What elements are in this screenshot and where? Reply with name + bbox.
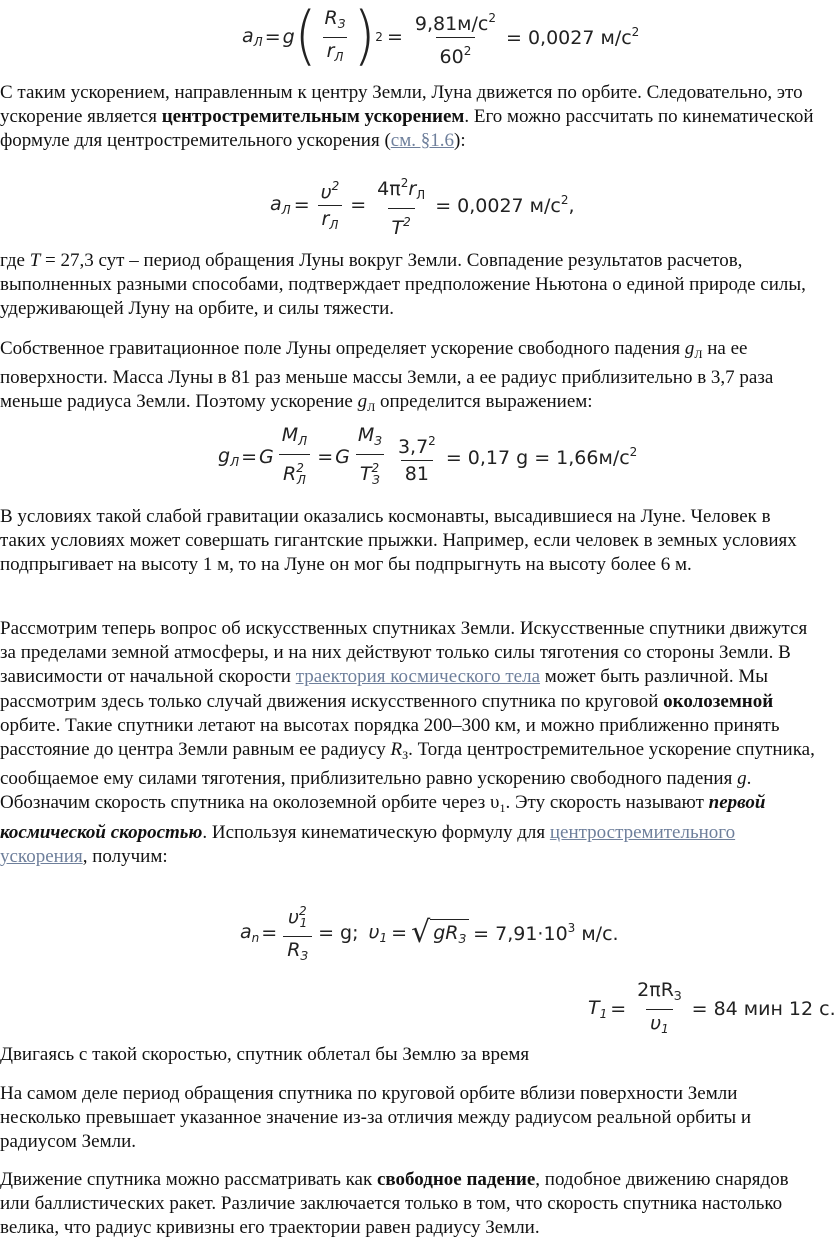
formula-fraction: $\frac{4\pi^2r_Л}{T^2}$	[377, 175, 426, 239]
paragraph: На самом деле период обращения спутника по круговой орбите вблизи поверхности Земли несколько превышает указанное значение из-за отличия между радиусом реальной орбиты и радиусом Земли.	[0, 1083, 752, 1153]
formula-first-cosmic-velocity	[240, 893, 619, 973]
formula-symbol: =	[317, 446, 334, 468]
formula-moon-acceleration-gravity	[242, 2, 639, 72]
formula-term: $\upsilon_1$	[368, 921, 388, 945]
paragraph: В условиях такой слабой гравитации оказались космонавты, высадившиеся на Луне. Человек в таких условиях может совершать гигантские прыжки. Например, если человек в земных условиях подпрыгивает на высоту 1 м, то на Луне он мог бы подпрыгнуть на высоту более 6 м.	[0, 506, 797, 576]
paragraph: Движение спутника можно рассматривать как свободное падение, подобное движению снарядов или баллистических ракет. Различие заключается только в том, что скорость спутника настолько велика, что радиус кривизны его траектории равен радиусу Земли.	[0, 1169, 789, 1239]
formula-fraction: $\frac{M_З}{T^2_З}$	[354, 424, 386, 491]
formula-orbital-period	[588, 976, 836, 1042]
formula-centripetal-acceleration	[270, 172, 575, 238]
formula-result: = $7,91\cdot 10^3$ м/с.	[473, 921, 619, 945]
formula-symbol: =	[241, 446, 258, 468]
left-paren: (	[294, 0, 317, 74]
formula-symbol: =	[610, 998, 627, 1020]
centripetal-acceleration-link[interactable]: центростремительного ускорения	[0, 821, 736, 867]
right-paren: )	[353, 0, 376, 74]
formula-exponent: 2	[375, 30, 383, 44]
formula-term: G	[335, 446, 350, 468]
formula-result: = 84 мин 12 с.	[691, 998, 836, 1020]
formula-fraction: $\frac{9,81м/с^2}{60^2}$	[414, 10, 496, 68]
formula-result: = 0,0027 $м/с^2$	[506, 25, 640, 49]
formula-result: = 0,17 $g = 1,66м/с^2$	[445, 445, 638, 469]
formula-fraction: $\frac{M_Л}{R^2_Л}$	[278, 424, 311, 491]
paragraph: Рассмотрим теперь вопрос об искусственных спутниках Земли. Искусственные спутники движутся за пределами земной атмосферы, и на них действуют только силы тяготения со стороны Земли. В зависимости от начальной скорости траектория космического тела может быть различной. Мы рассмотрим здесь только случай движения искусственного спутника по круговой околоземной орбите. Такие спутники летают на высотах порядка 200–300 км, и можно приближенно принять расстояние до центра Земли равным ее радиусу $R_З$. Тогда центростремительное ускорение спутника, сообщаемое ему силами тяготения, приблизительно равно ускорению свободного падения g. Обозначим скорость спутника на околоземной орбите через $\upsilon_1$. Эту скорость называют первой космической скоростью. Используя кинематическую формулу для центростремительного ускорения, получим:	[0, 618, 815, 867]
formula-fraction: $\frac{R_З}{r_Л}$	[321, 7, 350, 68]
formula-symbol: =	[350, 194, 367, 216]
formula-fraction: $\frac{\upsilon^2}{r_Л}$	[317, 175, 344, 236]
formula-moon-gravity	[218, 418, 637, 496]
section-link[interactable]: см. §1.6	[390, 130, 455, 152]
formula-term: g	[282, 26, 295, 48]
square-root: √ $gR_З$	[411, 917, 469, 950]
formula-fraction: $\frac{2\pi R_З}{\upsilon_1}$	[633, 979, 685, 1040]
formula-symbol: =	[391, 922, 408, 944]
trajectory-link[interactable]: траектория космического тела	[295, 666, 541, 688]
formula-symbol: =	[386, 26, 403, 48]
formula-term: $a_Л$	[242, 25, 263, 49]
paragraph: где T = 27,3 сут – период обращения Луны вокруг Земли. Совпадение результатов расчетов, выполненных разными способами, подтверждает предположение Ньютона о единой природе силы, удерживающей Луну на орбите, и силы тяжести.	[0, 250, 806, 320]
formula-fraction: $\frac{\upsilon^2_1}{R_З}$	[283, 900, 312, 967]
formula-term: $g_Л$	[218, 445, 240, 469]
formula-result: = 0,0027 $м/с^2$,	[435, 193, 575, 217]
paragraph: Собственное гравитационное поле Луны определяет ускорение свободного падения $g_Л$ на ее поверхности. Масса Луны в 81 раз меньше массы Земли, а ее радиус приблизительно в 3,7 раза меньше радиуса Земли. Поэтому ускорение $g_Л$ определится выражением:	[0, 338, 774, 415]
formula-term: $T_1$	[588, 997, 608, 1021]
formula-symbol: =	[261, 922, 278, 944]
formula-term: G	[259, 446, 274, 468]
paragraph: С таким ускорением, направленным к центру Земли, Луна движется по орбите. Следовательно, это ускорение является центростремительным ускорением. Его можно рассчитать по кинематической формуле для центростремительного ускорения (см. §1.6):	[0, 82, 814, 152]
formula-symbol: =	[264, 26, 281, 48]
formula-symbol: = g;	[318, 922, 359, 944]
formula-symbol: =	[293, 194, 310, 216]
paragraph: Двигаясь с такой скоростью, спутник облетал бы Землю за время	[0, 1044, 530, 1065]
formula-term: $a_Л$	[270, 193, 291, 217]
formula-term: $a_n$	[240, 921, 260, 945]
formula-fraction: $\frac{3,7^2}{81}$	[397, 433, 436, 485]
